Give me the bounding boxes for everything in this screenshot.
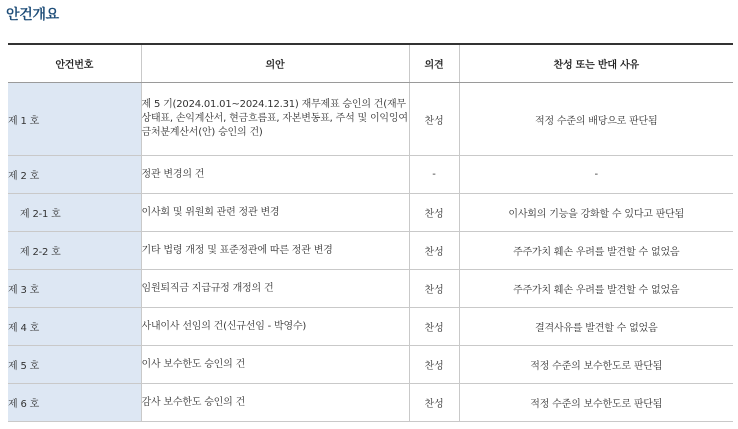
agenda-item-cell: 이사 보수한도 승인의 건 — [141, 346, 409, 384]
reason-cell: - — [459, 156, 733, 194]
header-agenda-number: 안건번호 — [8, 44, 141, 83]
header-reason: 찬성 또는 반대 사유 — [459, 44, 733, 83]
table-row — [8, 270, 733, 308]
table-row — [8, 83, 733, 156]
opinion-cell: 찬성 — [409, 308, 459, 346]
opinion-cell: 찬성 — [409, 384, 459, 422]
opinion-cell: 찬성 — [409, 270, 459, 308]
table-row — [8, 232, 733, 270]
opinion-cell: 찬성 — [409, 346, 459, 384]
agenda-number-cell: 제 1 호 — [8, 83, 141, 156]
reason-cell: 적정 수준의 보수한도로 판단됨 — [459, 346, 733, 384]
table-row — [8, 156, 733, 194]
agenda-item-cell: 감사 보수한도 승인의 건 — [141, 384, 409, 422]
agenda-item-cell: 사내이사 선임의 건(신규선임 - 박영수) — [141, 308, 409, 346]
agenda-number-cell: 제 5 호 — [8, 346, 141, 384]
opinion-cell: 찬성 — [409, 83, 459, 156]
reason-cell: 적정 수준의 보수한도로 판단됨 — [459, 384, 733, 422]
section-title: 안건개요 — [6, 7, 59, 23]
reason-cell: 주주가치 훼손 우려를 발견할 수 없었음 — [459, 232, 733, 270]
table-row — [8, 384, 733, 422]
agenda-item-cell: 제 5 기(2024.01.01~2024.12.31) 재무제표 승인의 건(재무상태표, 손익계산서, 현금흐름표, 자본변동표, 주석 및 이익잉여금처분계산서(안) 승인의 건) — [141, 83, 409, 156]
agenda-item-cell: 임원퇴직금 지급규정 개정의 건 — [141, 270, 409, 308]
reason-cell: 적정 수준의 배당으로 판단됨 — [459, 83, 733, 156]
agenda-number-cell: 제 3 호 — [8, 270, 141, 308]
agenda-number-cell: 제 2-2 호 — [8, 232, 141, 270]
opinion-cell: 찬성 — [409, 194, 459, 232]
header-opinion: 의견 — [409, 44, 459, 83]
reason-cell: 이사회의 기능을 강화할 수 있다고 판단됨 — [459, 194, 733, 232]
agenda-number-cell: 제 4 호 — [8, 308, 141, 346]
table-row — [8, 346, 733, 384]
table-row — [8, 194, 733, 232]
header-agenda-item: 의안 — [141, 44, 409, 83]
opinion-cell: 찬성 — [409, 232, 459, 270]
agenda-number-cell: 제 2 호 — [8, 156, 141, 194]
agenda-table — [8, 43, 733, 422]
agenda-item-cell: 이사회 및 위원회 관련 정관 변경 — [141, 194, 409, 232]
table-header-row — [8, 44, 733, 83]
agenda-item-cell: 정관 변경의 건 — [141, 156, 409, 194]
opinion-cell: - — [409, 156, 459, 194]
reason-cell: 결격사유를 발견할 수 없었음 — [459, 308, 733, 346]
table-row — [8, 308, 733, 346]
reason-cell: 주주가치 훼손 우려를 발견할 수 없었음 — [459, 270, 733, 308]
agenda-item-cell: 기타 법령 개정 및 표준정관에 따른 정관 변경 — [141, 232, 409, 270]
agenda-number-cell: 제 2-1 호 — [8, 194, 141, 232]
agenda-number-cell: 제 6 호 — [8, 384, 141, 422]
